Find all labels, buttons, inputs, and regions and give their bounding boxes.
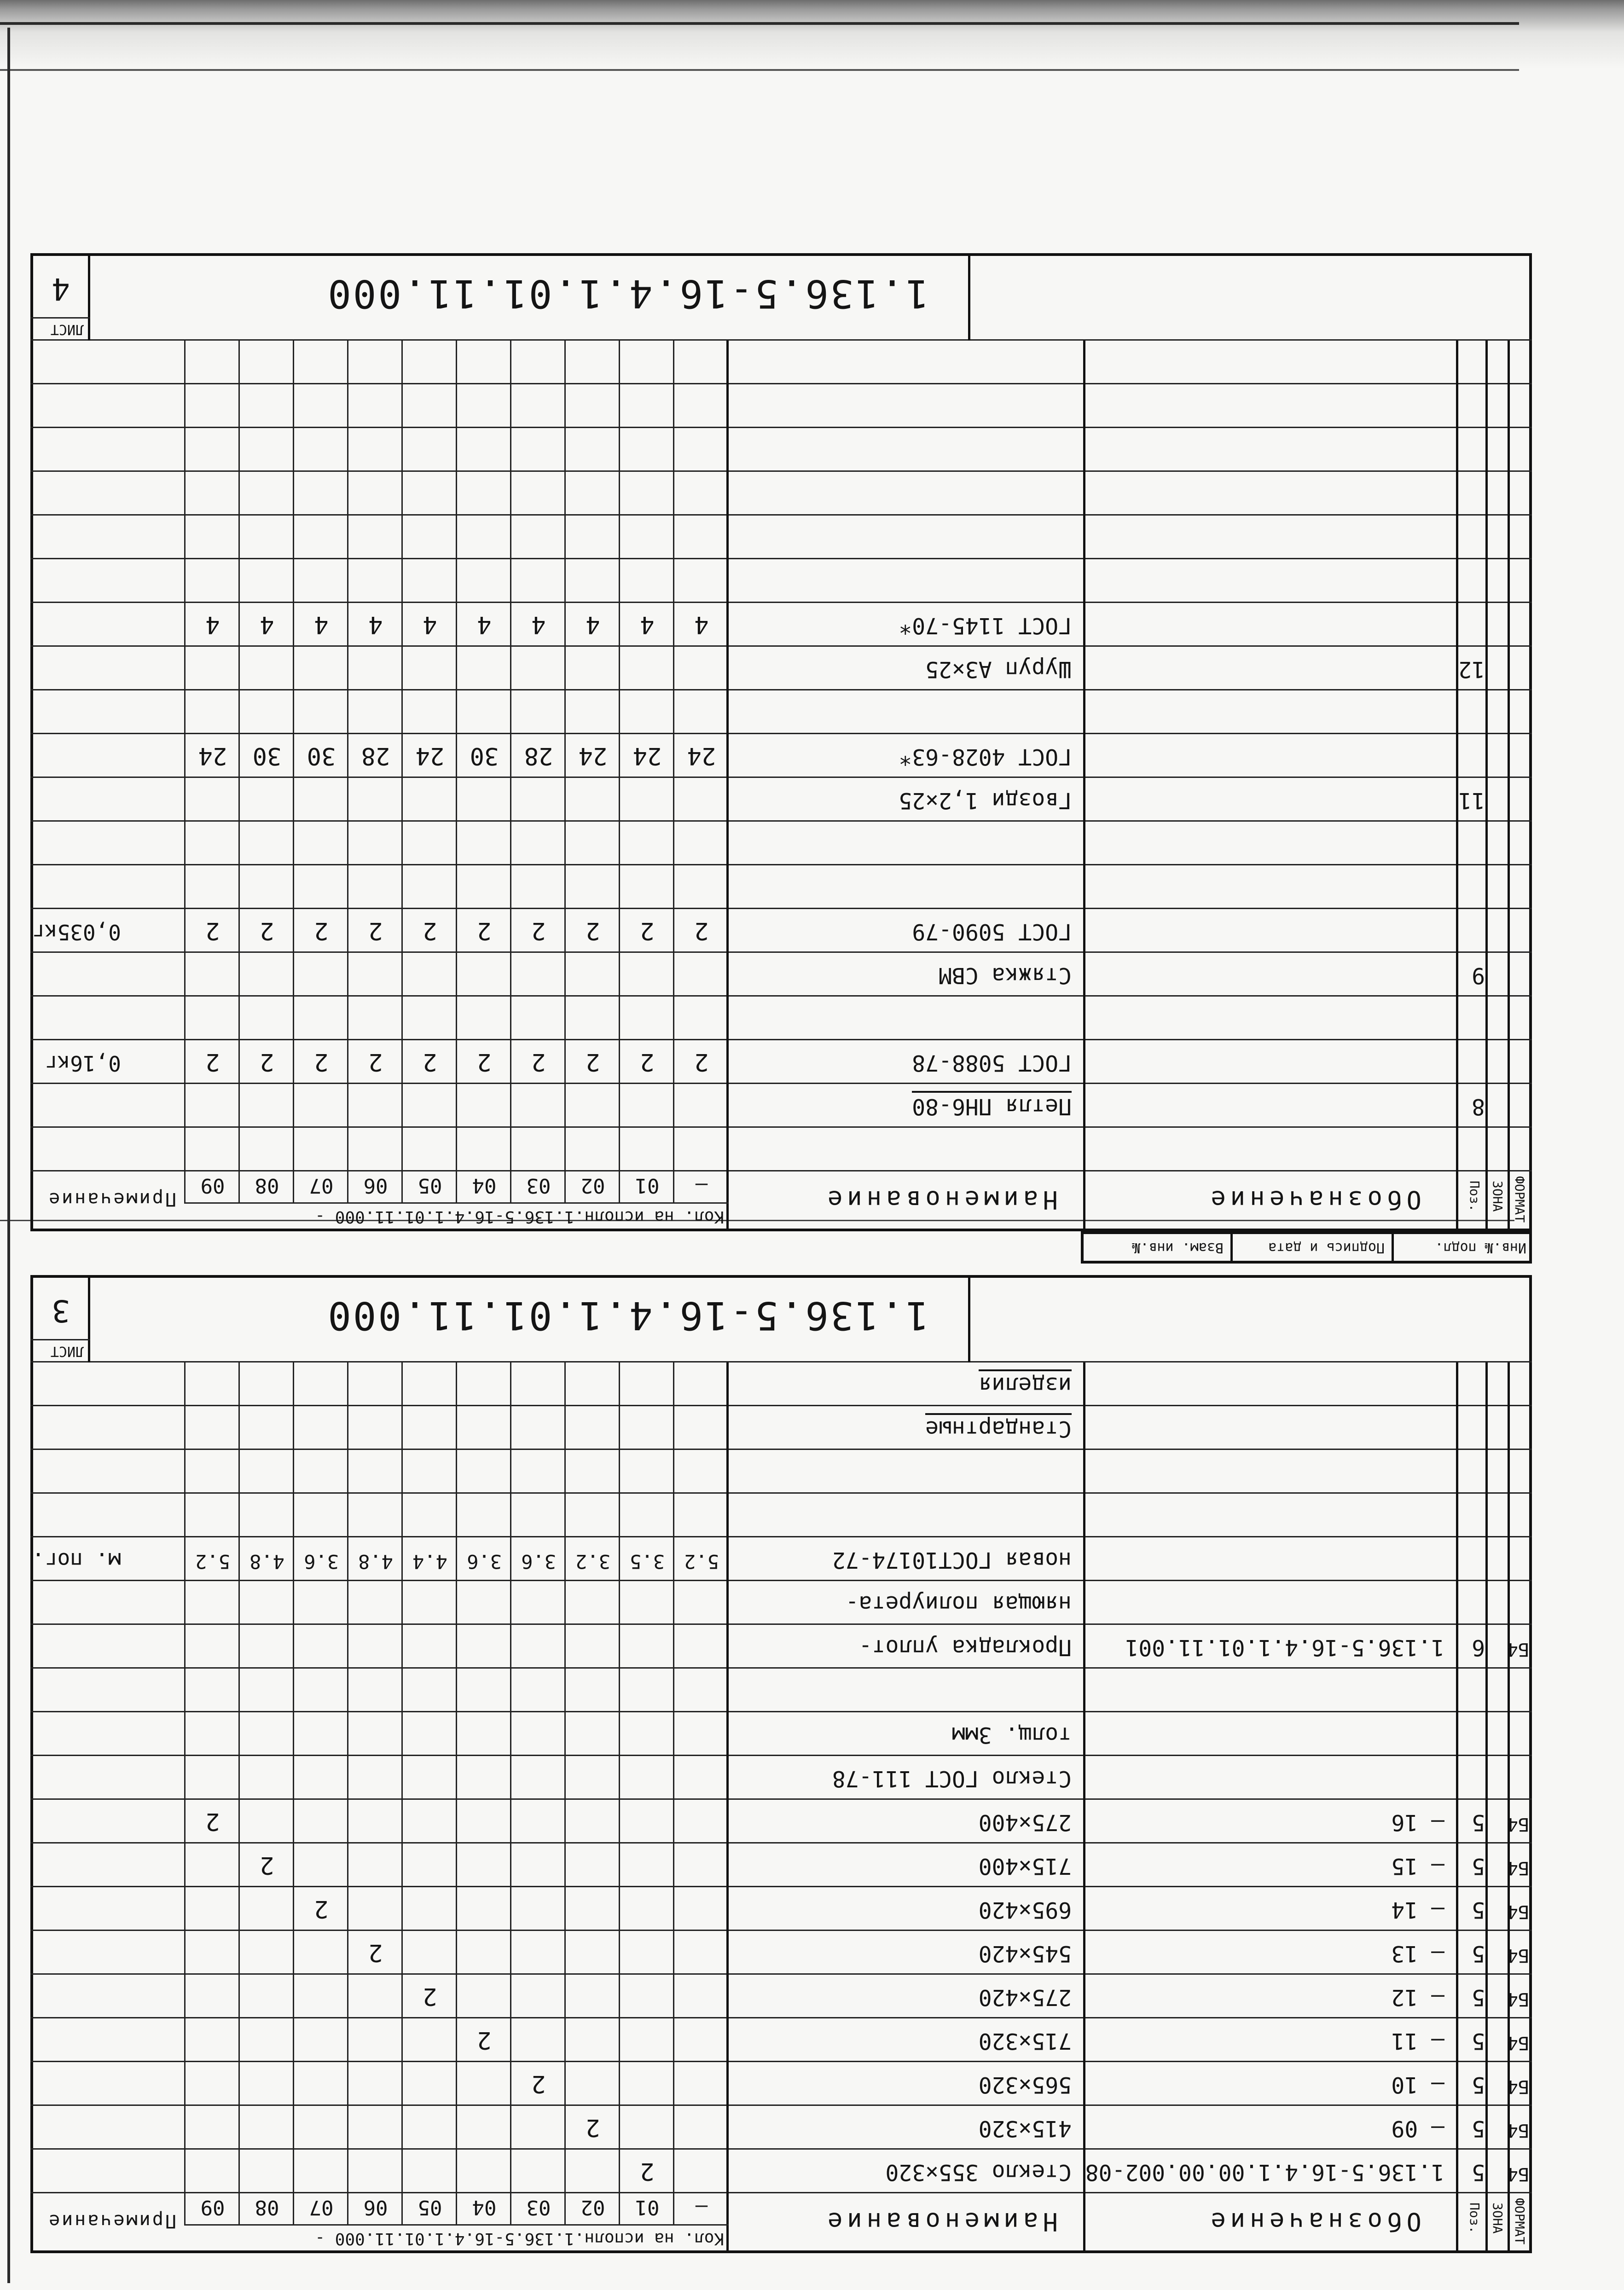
row-designation: – 11	[1391, 2028, 1444, 2054]
title-block-divider	[968, 1275, 970, 1362]
row-divider	[30, 1930, 1532, 1931]
column-divider	[1083, 341, 1085, 1231]
row-name: ГОСТ 5090-79	[912, 919, 1072, 945]
row-name: 695×420	[978, 1897, 1072, 1923]
row-divider	[30, 1083, 1532, 1084]
table-frame	[30, 1275, 1532, 2253]
row-designation: – 14	[1391, 1897, 1444, 1923]
qty-column-divider	[401, 341, 403, 1204]
header-variant: 07	[309, 2196, 334, 2219]
row-note: 0,16кг	[44, 1051, 121, 1076]
row-divider	[30, 1886, 1532, 1887]
row-divider	[30, 1755, 1532, 1756]
header-variant: 05	[418, 2196, 442, 2219]
qty-column-divider	[510, 1362, 511, 2226]
row-name: няющая полиурета-	[845, 1591, 1072, 1617]
row-format: Б4	[1507, 1945, 1529, 1966]
row-name: Петля ПН6-80	[912, 1091, 1072, 1118]
header-qty-caption: Кол. на исполн.1.136.5-16.4.1.01.11.000 -	[315, 2229, 724, 2248]
row-pos: 5	[1472, 2116, 1485, 2141]
qty-column-divider	[673, 1362, 674, 2226]
header-variant: —	[695, 2196, 708, 2219]
row-designation: – 16	[1391, 1809, 1444, 1835]
header-designation: Обозначение	[1206, 1185, 1421, 1214]
row-pos: 5	[1472, 2072, 1485, 2098]
row-designation: – 13	[1391, 1941, 1444, 1966]
header-variant: 01	[635, 1174, 660, 1197]
row-format: Б4	[1507, 2120, 1529, 2141]
row-format: Б4	[1507, 2163, 1529, 2185]
row-name: Шуруп А3×25	[925, 656, 1072, 682]
row-qty: 2	[640, 2157, 655, 2185]
row-divider	[30, 1667, 1532, 1669]
row-divider	[30, 1798, 1532, 1800]
row-qty: 24	[198, 742, 227, 770]
row-divider	[30, 470, 1532, 472]
qty-column-divider	[238, 341, 240, 1204]
title-block-divider	[968, 253, 970, 341]
qty-column-divider	[564, 341, 566, 1204]
qty-column-divider	[564, 1362, 566, 2226]
row-qty: 3.6	[467, 1550, 502, 1573]
row-note: 0,035кг	[32, 920, 121, 945]
title-designation: 1.136.5-16.4.1.01.11.000	[326, 1293, 929, 1338]
row-qty: 2	[260, 1851, 274, 1879]
row-qty: 2	[423, 1048, 437, 1076]
row-divider	[30, 2148, 1532, 2150]
row-format: Б4	[1507, 1639, 1529, 1660]
sheet-number: 3	[52, 1293, 70, 1328]
qty-column-divider	[401, 1362, 403, 2226]
qty-column-divider	[238, 1362, 240, 2226]
header-note: Примечание	[47, 2210, 176, 2232]
row-pos: 8	[1472, 1094, 1485, 1119]
row-qty: 24	[687, 742, 716, 770]
row-name: 415×320	[978, 2116, 1072, 2141]
row-divider	[30, 777, 1532, 778]
sheet-label: ЛИСТ	[50, 321, 84, 337]
row-designation: – 12	[1391, 1984, 1444, 2010]
row-qty: 24	[415, 742, 445, 770]
header-name: Наименование	[823, 1185, 1058, 1214]
row-qty: 2	[586, 1048, 600, 1076]
row-qty: 4	[260, 611, 274, 638]
qty-column-divider	[347, 341, 348, 1204]
qty-column-divider	[293, 1362, 294, 2226]
row-name: 715×320	[978, 2028, 1072, 2054]
column-divider	[1456, 341, 1458, 1231]
row-designation: – 10	[1391, 2072, 1444, 2098]
header-zone: ЗОНА	[1490, 2203, 1505, 2234]
title-block-divider	[30, 1361, 1532, 1362]
header-variant: 08	[255, 1174, 279, 1197]
sheet-number: 4	[52, 271, 70, 307]
row-qty: 2	[694, 1048, 709, 1076]
row-qty: 2	[205, 1048, 220, 1076]
row-qty: 4.8	[358, 1550, 393, 1573]
row-qty: 24	[632, 742, 662, 770]
sheet-label-divider	[30, 317, 90, 319]
header-variant: 02	[580, 1174, 605, 1197]
row-format: Б4	[1507, 2032, 1529, 2053]
column-divider	[1508, 341, 1510, 1231]
row-qty: 2	[586, 917, 600, 945]
row-divider	[30, 427, 1532, 428]
row-divider	[30, 733, 1532, 734]
column-divider	[1485, 1362, 1488, 2253]
row-qty: 30	[470, 742, 499, 770]
row-name: новая ГОСТ10174-72	[832, 1547, 1072, 1573]
row-note: м. пог.	[32, 1548, 121, 1573]
header-variant: 09	[200, 1174, 225, 1197]
row-designation: – 15	[1391, 1853, 1444, 1879]
row-qty: 24	[578, 742, 608, 770]
row-name: 545×420	[978, 1941, 1072, 1966]
row-qty: 28	[361, 742, 390, 770]
row-name: 565×320	[978, 2072, 1072, 2098]
row-name: изделия	[979, 1369, 1072, 1396]
qty-column-divider	[510, 341, 511, 1204]
row-qty: 2	[586, 2114, 600, 2141]
title-block-divider	[88, 253, 90, 341]
qty-caption-divider	[186, 1202, 729, 1204]
stamp-inv-orig: Инв.№ подл.	[1435, 1240, 1526, 1256]
header-note: Примечание	[47, 1188, 176, 1210]
row-qty: 4	[477, 611, 492, 638]
row-divider	[30, 1126, 1532, 1128]
header-qty-caption: Кол. на исполн.1.136.5-16.4.1.01.11.000 -	[315, 1207, 724, 1226]
row-qty: 2	[205, 917, 220, 945]
title-block-divider	[30, 339, 1532, 341]
row-qty: 2	[205, 1808, 220, 1835]
row-name: толщ. 3мм	[951, 1722, 1072, 1748]
row-pos: 5	[1472, 2028, 1485, 2054]
row-qty: 4	[314, 611, 329, 638]
row-divider	[30, 1492, 1532, 1494]
column-divider	[1485, 341, 1488, 1231]
row-qty: 2	[260, 1048, 274, 1076]
row-divider	[30, 2104, 1532, 2106]
row-divider	[30, 558, 1532, 559]
row-divider	[30, 1580, 1532, 1581]
row-divider	[30, 383, 1532, 384]
row-qty: 30	[307, 742, 336, 770]
qty-column-divider	[184, 341, 186, 1204]
row-qty: 3.6	[304, 1550, 339, 1573]
row-qty: 4	[205, 611, 220, 638]
header-variant: 04	[472, 2196, 497, 2219]
row-divider	[30, 995, 1532, 997]
row-divider	[30, 864, 1532, 865]
row-divider	[30, 1405, 1532, 1406]
row-format: Б4	[1507, 1901, 1529, 1922]
row-qty: 2	[531, 917, 546, 945]
row-divider	[30, 1623, 1532, 1625]
qty-column-divider	[619, 341, 620, 1204]
row-qty: 4	[586, 611, 600, 638]
row-name: 275×400	[978, 1809, 1072, 1835]
row-qty: 2	[260, 917, 274, 945]
row-qty: 2	[477, 917, 492, 945]
row-name: Стяжка СВМ	[939, 962, 1072, 988]
row-qty: 3.2	[575, 1550, 610, 1573]
sheet-label-divider	[30, 1339, 90, 1340]
row-qty: 4.8	[249, 1550, 284, 1573]
row-divider	[30, 602, 1532, 603]
row-pos: 5	[1472, 2159, 1485, 2185]
row-divider	[30, 514, 1532, 516]
row-divider	[30, 908, 1532, 909]
row-divider	[30, 2061, 1532, 2062]
header-zone: ЗОНА	[1490, 1181, 1505, 1212]
row-qty: 2	[368, 1939, 383, 1966]
row-qty: 2	[477, 2026, 492, 2054]
row-qty: 5.2	[684, 1550, 719, 1573]
row-name: ГОСТ 1145-70*	[899, 613, 1072, 638]
header-variant: 08	[255, 2196, 279, 2219]
row-qty: 2	[640, 1048, 655, 1076]
row-pos: 5	[1472, 1941, 1485, 1966]
row-pos: 9	[1472, 962, 1485, 988]
row-qty: 2	[531, 2070, 546, 2098]
row-pos: 5	[1472, 1984, 1485, 2010]
row-qty: 30	[252, 742, 282, 770]
qty-column-divider	[456, 1362, 457, 2226]
row-format: Б4	[1507, 1857, 1529, 1878]
column-divider	[1456, 1362, 1458, 2253]
row-qty: 2	[314, 1048, 329, 1076]
row-qty: 2	[423, 1983, 437, 2010]
row-pos: 5	[1472, 1897, 1485, 1923]
row-name: 715×400	[978, 1853, 1072, 1879]
row-qty: 2	[477, 1048, 492, 1076]
row-divider	[30, 1711, 1532, 1712]
row-name: Гвозди 1,2×25	[899, 788, 1072, 813]
column-divider	[726, 1362, 729, 2253]
title-block-divider	[88, 1275, 90, 1362]
row-divider	[30, 645, 1532, 647]
row-pos: 11	[1458, 788, 1485, 813]
stamp-divider	[1392, 1231, 1394, 1264]
header-variant: 09	[200, 2196, 225, 2219]
header-divider	[30, 1170, 1532, 1171]
header-variant: 03	[526, 2196, 551, 2219]
row-name: ГОСТ 5088-78	[912, 1050, 1072, 1076]
row-qty: 2	[694, 917, 709, 945]
qty-column-divider	[673, 341, 674, 1204]
title-designation: 1.136.5-16.4.1.01.11.000	[326, 271, 929, 316]
header-variant: 01	[635, 2196, 660, 2219]
row-qty: 3.6	[521, 1550, 556, 1573]
row-divider	[30, 2017, 1532, 2018]
header-format: ФОРМАТ	[1512, 1176, 1527, 1223]
row-divider	[30, 1536, 1532, 1537]
qty-column-divider	[293, 341, 294, 1204]
row-qty: 3.5	[630, 1550, 665, 1573]
row-qty: 4	[368, 611, 383, 638]
stamp-inv-replace: Взам. инв.№	[1132, 1240, 1224, 1256]
row-pos: 5	[1472, 1853, 1485, 1879]
header-variant: 05	[418, 1174, 442, 1197]
row-qty: 4	[423, 611, 437, 638]
sheet-label: ЛИСТ	[50, 1343, 84, 1359]
header-variant: —	[695, 1174, 708, 1197]
row-name: Прокладка уплот-	[858, 1635, 1072, 1660]
row-designation: – 09	[1391, 2116, 1444, 2141]
row-qty: 2	[531, 1048, 546, 1076]
row-divider	[30, 1449, 1532, 1450]
header-format: ФОРМАТ	[1512, 2198, 1527, 2245]
qty-caption-divider	[186, 2224, 729, 2226]
header-designation: Обозначение	[1206, 2207, 1421, 2236]
row-qty: 2	[368, 917, 383, 945]
row-name: Стекло 355×320	[885, 2159, 1072, 2185]
row-format: Б4	[1507, 1814, 1529, 1835]
row-divider	[30, 951, 1532, 953]
row-pos: 6	[1472, 1635, 1485, 1660]
row-pos: 12	[1458, 656, 1485, 682]
row-name: 275×420	[978, 1984, 1072, 2010]
header-variant: 03	[526, 1174, 551, 1197]
row-divider	[30, 1039, 1532, 1040]
header-pos: Поз.	[1467, 2203, 1482, 2234]
header-variant: 07	[309, 1174, 334, 1197]
row-qty: 4	[531, 611, 546, 638]
row-qty: 2	[640, 917, 655, 945]
header-divider	[30, 2192, 1532, 2193]
row-name: Стандартные	[925, 1413, 1072, 1440]
row-qty: 5.2	[195, 1550, 230, 1573]
row-qty: 4.4	[412, 1550, 447, 1573]
row-qty: 2	[368, 1048, 383, 1076]
header-variant: 06	[363, 2196, 388, 2219]
row-format: Б4	[1507, 1989, 1529, 2010]
row-name: Стекло ГОСТ 111-78	[832, 1766, 1072, 1791]
row-qty: 2	[314, 1895, 329, 1923]
header-variant: 04	[472, 1174, 497, 1197]
row-divider	[30, 1842, 1532, 1844]
row-divider	[30, 1973, 1532, 1975]
qty-column-divider	[184, 1362, 186, 2226]
header-pos: Поз.	[1467, 1181, 1482, 1212]
qty-column-divider	[456, 341, 457, 1204]
row-divider	[30, 689, 1532, 690]
row-designation: 1.136.5-16.4.1.01.11.001	[1125, 1635, 1444, 1660]
row-qty: 2	[423, 917, 437, 945]
row-divider	[30, 820, 1532, 822]
column-divider	[1083, 1362, 1085, 2253]
qty-column-divider	[347, 1362, 348, 2226]
row-pos: 5	[1472, 1809, 1485, 1835]
qty-column-divider	[619, 1362, 620, 2226]
stamp-sign-date: Подпись и дата	[1268, 1240, 1385, 1256]
row-format: Б4	[1507, 2076, 1529, 2097]
header-variant: 06	[363, 1174, 388, 1197]
row-qty: 4	[640, 611, 655, 638]
row-qty: 2	[314, 917, 329, 945]
header-name: Наименование	[823, 2207, 1058, 2236]
row-designation: 1.136.5-16.4.1.00.00.002-08	[1085, 2159, 1444, 2185]
row-qty: 28	[524, 742, 553, 770]
header-variant: 02	[580, 2196, 605, 2219]
row-name: ГОСТ 4028-63*	[899, 744, 1072, 770]
column-divider	[726, 341, 729, 1231]
row-qty: 4	[694, 611, 709, 638]
stamp-divider	[1230, 1231, 1233, 1264]
